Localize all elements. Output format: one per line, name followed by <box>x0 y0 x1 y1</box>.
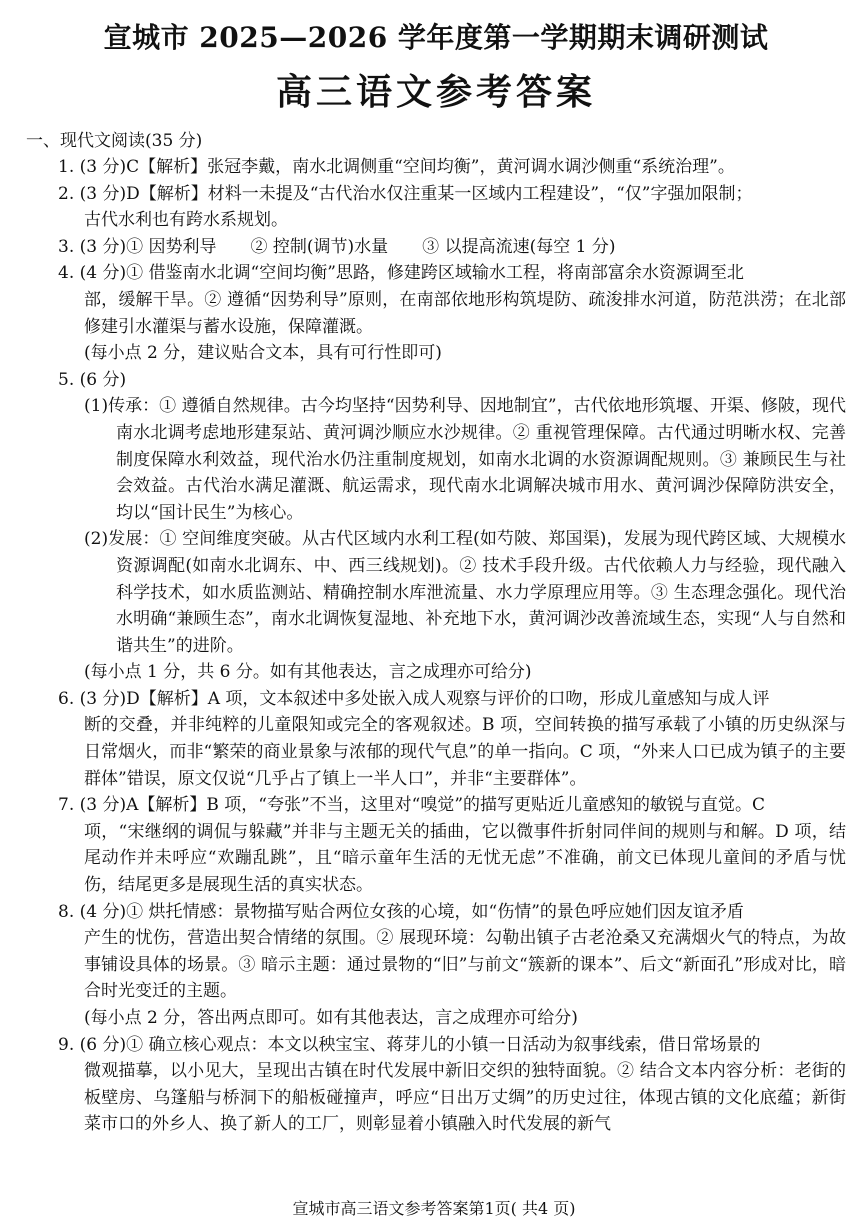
answer-q8-cont: 产生的忧伤，营造出契合情绪的氛围。② 展现环境：勾勒出镇子古老沧桑又充满烟火气的特点，为故事铺设具体的场景。③ 暗示主题：通过景物的“旧”与前文“簇新的课本”、后文“新面孔”形成对比，暗合时光变迁的主题。 <box>84 928 846 1002</box>
answer-q3: 3. (3 分)① 因势利导 ② 控制(调节)水量 ③ 以提高流速(每空 1 分) <box>58 236 616 257</box>
answer-q6-cont: 断的交叠，并非纯粹的儿童限知或完全的客观叙述。B 项，空间转换的描写承载了小镇的历史纵深与日常烟火，而非“繁荣的商业景象与浓郁的现代气息”的单一指向。C 项，“外来人口已成为镇子的主要群体”错误，原文仅说“几乎占了镇上一半人口”，并非“主要群体”。 <box>84 715 846 789</box>
answer-q6: 6. (3 分)D【解析】A 项，文本叙述中多处嵌入成人观察与评价的口吻，形成儿童感知与成人评 <box>58 688 770 709</box>
answer-q5: 5. (6 分) <box>58 369 127 390</box>
answer-q1: 1. (3 分)C【解析】张冠李戴，南水北调侧重“空间均衡”，黄河调水调沙侧重“系统治理”。 <box>58 157 735 177</box>
answer-q5-note: (每小点 1 分，共 6 分。如有其他表达，言之成理亦可给分) <box>84 662 532 683</box>
answer-q4: 4. (4 分)① 借鉴南水北调“空间均衡”思路，修建跨区域输水工程，将南部富余水资源调至北 <box>58 263 744 284</box>
answer-q5-part1: (1)传承：① 遵循自然规律。古今均坚持“因势利导、因地制宜”，古代依地形筑堰、开渠、修陂，现代南水北调考虑地形建泵站、黄河调沙顺应水沙规律。② 重视管理保障。古代通过明晰水权、完善制度保障水利效益，现代治水仍注重制度规划，如南水北调的水资源调配规则。③ 兼顾民生与社会效益。古代治水满足灌溉、航运需求，现代南水北调解决城市用水、黄河调沙保障防洪安全，均以“国计民生”为核心。 <box>84 396 846 523</box>
answer-q7: 7. (3 分)A【解析】B 项，“夸张”不当，这里对“嗅觉”的描写更贴近儿童感知的敏锐与直觉。C <box>58 795 766 816</box>
page-footer: 宣城市高三语文参考答案第1页( 共4 页) <box>292 1199 576 1218</box>
exam-title: 宣城市 2025—2026 学年度第一学期期末调研测试 <box>103 21 769 54</box>
answer-q5-part2: (2)发展：① 空间维度突破。从古代区域内水利工程(如芍陂、郑国渠)，发展为现代跨区域、大规模水资源调配(如南水北调东、中、西三线规划)。② 技术手段升级。古代依赖人力与经验，现代融入科学技术，如水质监测站、精确控制水库泄流量、水力学原理应用等。③ 生态理念强化。现代治水明确“兼顾生态”，南水北调恢复湿地、补充地下水，黄河调沙改善流域生态，实现“人与自然和谐共生”的进阶。 <box>84 529 846 656</box>
answer-q9-cont: 微观描摹，以小见大，呈现出古镇在时代发展中新旧交织的独特面貌。② 结合文本内容分析：老街的板壁房、乌篷船与桥洞下的船板碰撞声，呼应“日出万丈绸”的历史过往，体现古镇的文化底蕴；新街菜市口的外乡人、换了新人的工厂，则彰显着小镇融入时代发展的新气 <box>84 1061 846 1135</box>
answer-key-title: 高三语文参考答案 <box>275 71 596 113</box>
answer-q2-cont: 古代水利也有跨水系规划。 <box>84 210 288 231</box>
answer-q8: 8. (4 分)① 烘托情感：景物描写贴合两位女孩的心境，如“伤情”的景色呼应她们因友谊矛盾 <box>58 901 744 922</box>
answer-q2: 2. (3 分)D【解析】材料一未提及“古代治水仅注重某一区域内工程建设”，“仅”字强加限制； <box>58 183 753 204</box>
answer-q8-note: (每小点 2 分，答出两点即可。如有其他表达，言之成理亦可给分) <box>84 1008 578 1028</box>
answer-q7-cont: 项，“宋继纲的调侃与躲藏”并非与主题无关的插曲，它以微事件折射同伴间的规则与和解。D 项，结尾动作并未呼应“欢蹦乱跳”，且“暗示童年生活的无忧无虑”不准确，前文已体现儿童间的矛盾与忧伤，结尾更多是展现生活的真实状态。 <box>84 821 846 896</box>
section-heading: 一、现代文阅读(35 分) <box>26 131 203 151</box>
answer-q4-cont: 部，缓解干旱。② 遵循“因势利导”原则，在南部依地形构筑堤防、疏浚排水河道，防范洪涝；在北部修建引水灌渠与蓄水设施，保障灌溉。 <box>84 289 846 337</box>
answer-q9: 9. (6 分)① 确立核心观点：本文以秧宝宝、蒋芽儿的小镇一日活动为叙事线索，借日常场景的 <box>58 1034 761 1055</box>
answer-q4-note: (每小点 2 分，建议贴合文本，具有可行性即可) <box>84 343 442 364</box>
